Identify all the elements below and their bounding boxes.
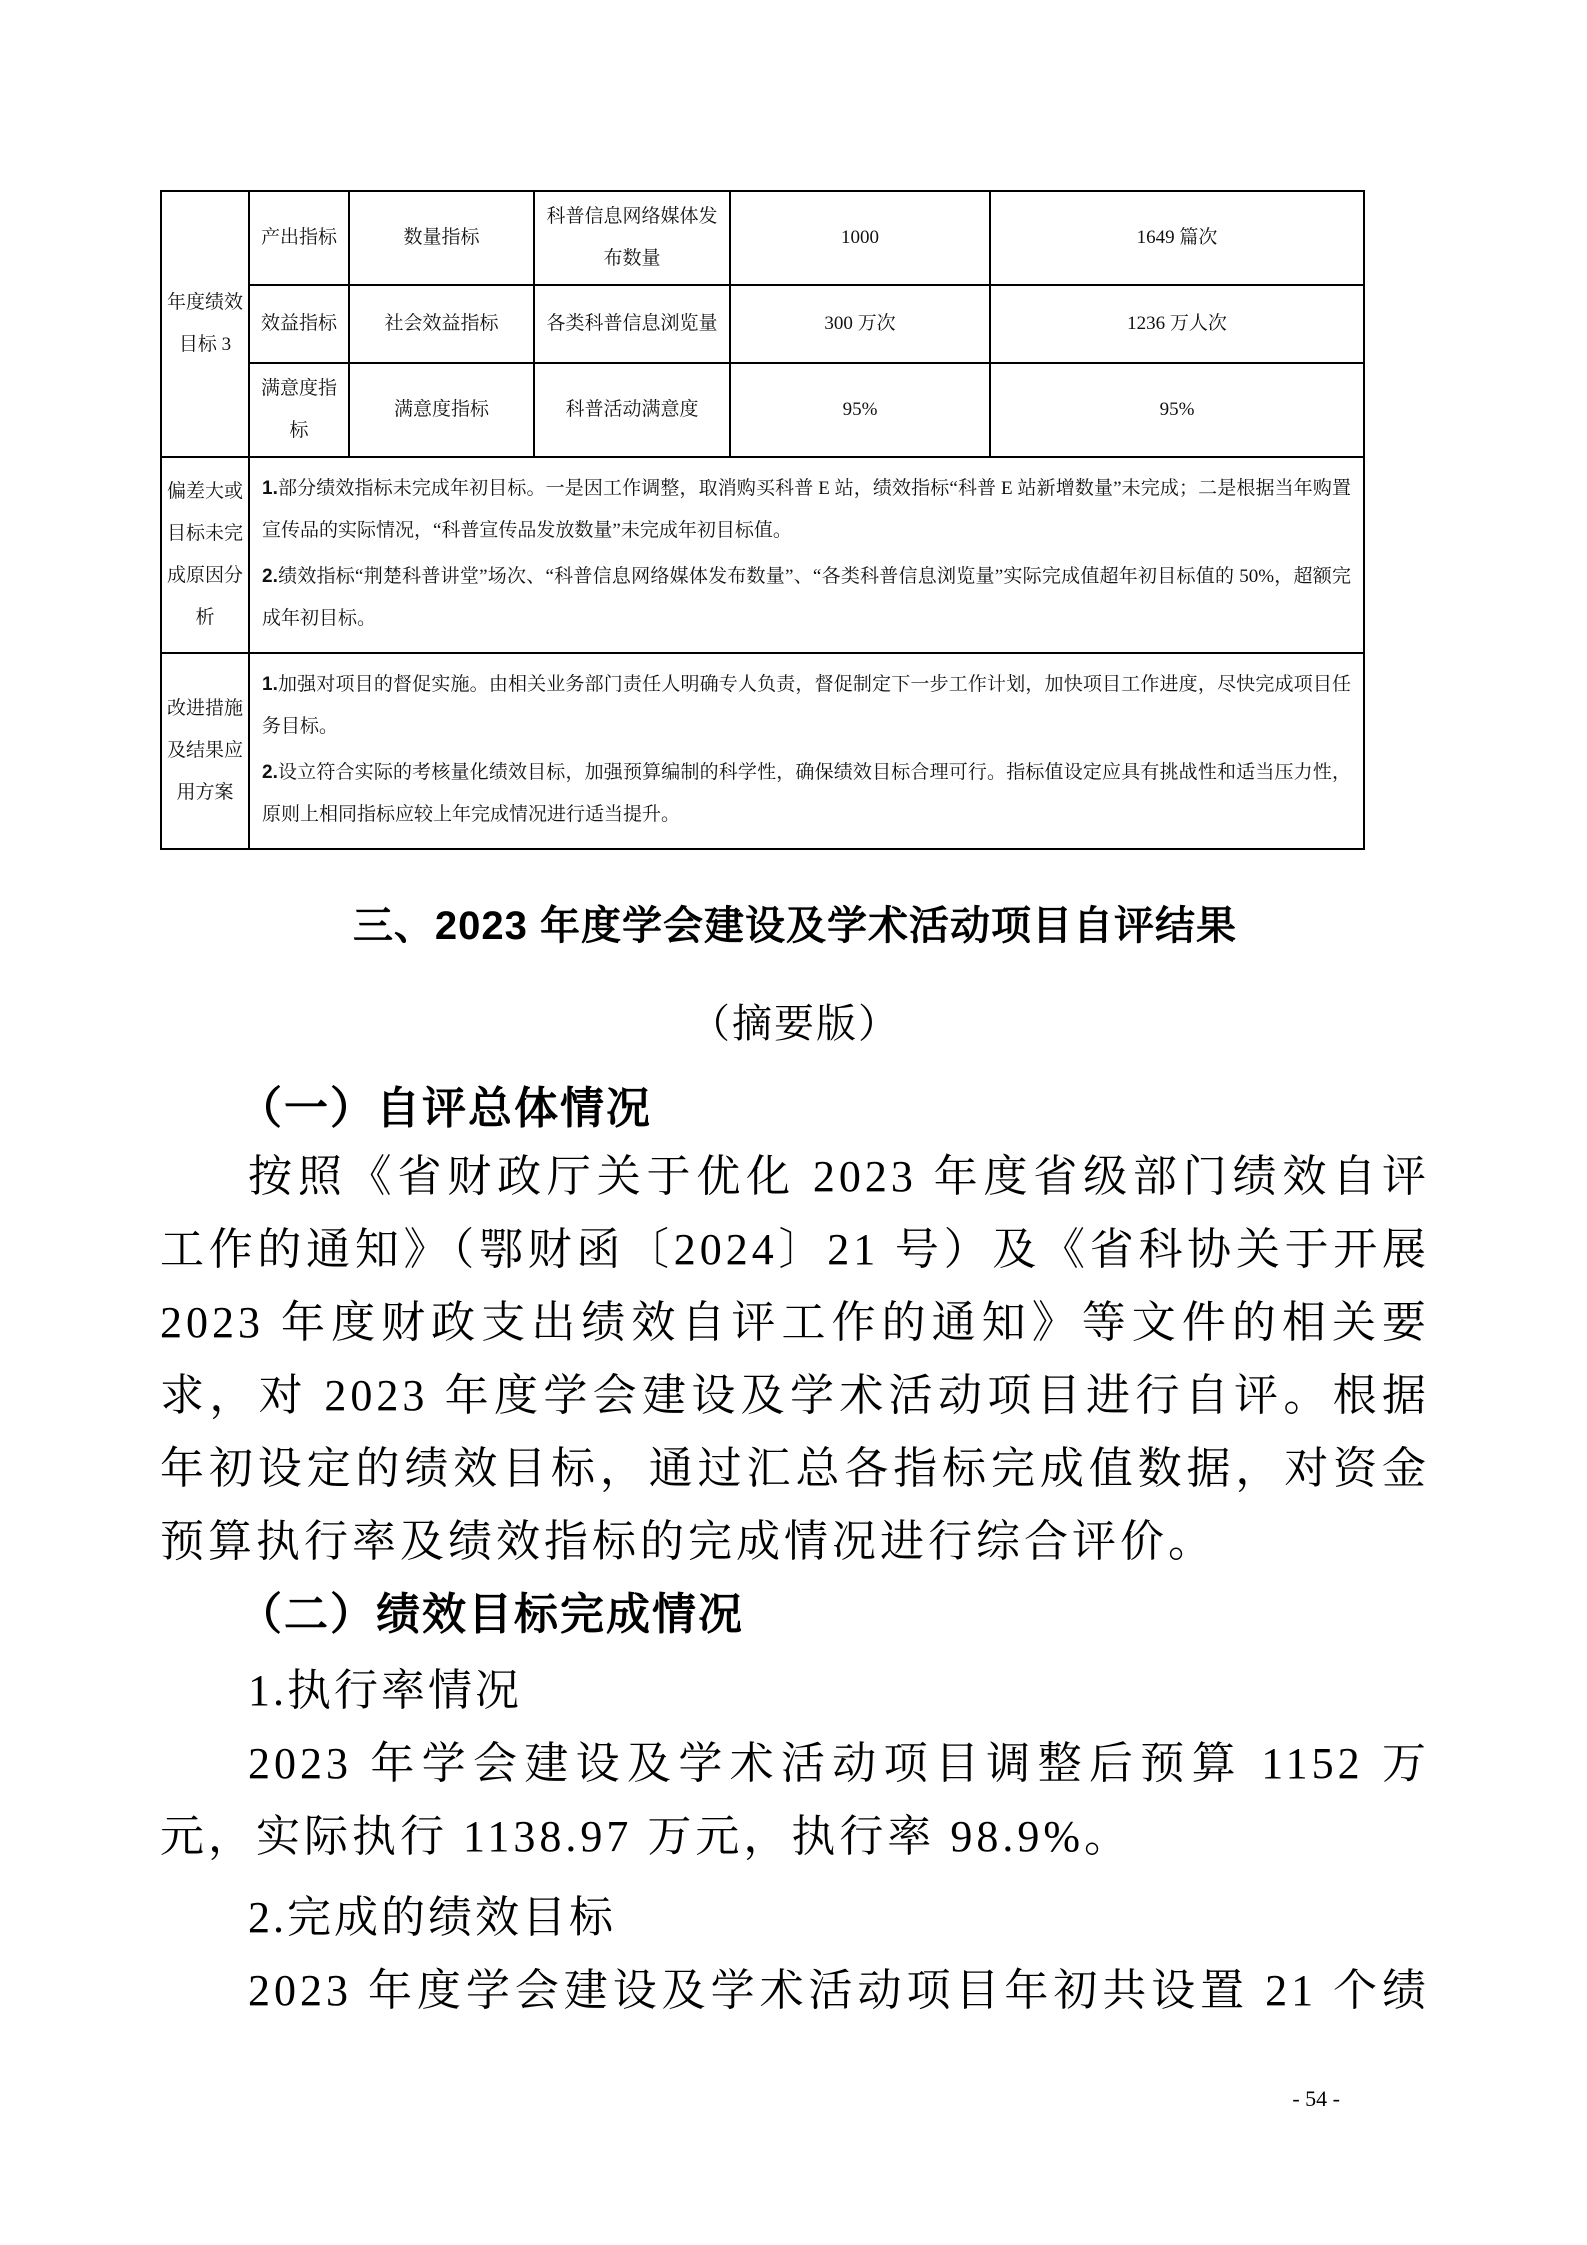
indicator-type-cell: 效益指标 <box>249 285 349 363</box>
improvement-item <box>262 752 1351 836</box>
indicator-type-cell: 满意度指标 <box>249 363 349 457</box>
indicator-actual-cell: 1649 篇次 <box>990 191 1364 285</box>
deviation-item <box>262 556 1351 640</box>
table-row <box>161 363 1364 457</box>
paragraph-overview: 按照《省财政厅关于优化 2023 年度省级部门绩效自评工作的通知》（鄂财函〔2024〕21 号）及《省科协关于开展 2023 年度财政支出绩效自评工作的通知》等文件的相关要求，对 2023 年度学会建设及学术活动项目进行自评。根据年初设定的绩效目标，通过汇总各指标完成值数据，对资金预算执行率及绩效指标的完成情况进行综合评价。 <box>160 1152 1430 1566</box>
improvement-item <box>262 664 1351 748</box>
paragraph-execution: 2023 年学会建设及学术活动项目调整后预算 1152 万元，实际执行 1138.97 万元，执行率 98.9%。 <box>160 1739 1430 1861</box>
section-subtitle: （摘要版） <box>690 1001 900 1046</box>
item-number: 2. <box>262 566 278 587</box>
goal-label-cell: 年度绩效 目标 3 <box>161 191 249 457</box>
indicator-target-cell: 300 万次 <box>730 285 990 363</box>
table-row <box>161 285 1364 363</box>
subsection-heading-2: （二）绩效目标完成情况 <box>238 1590 744 1639</box>
indicator-target-cell: 1000 <box>730 191 990 285</box>
indicator-name-cell: 科普活动满意度 <box>534 363 730 457</box>
item-number: 1. <box>262 674 278 695</box>
table-row-deviation <box>161 457 1364 653</box>
indicator-type-cell: 产出指标 <box>249 191 349 285</box>
indicator-name-cell: 各类科普信息浏览量 <box>534 285 730 363</box>
item-text: 绩效指标“荆楚科普讲堂”场次、“科普信息网络媒体发布数量”、“各类科普信息浏览量”实际完成值超年初目标值的 50%，超额完成年初目标。 <box>262 566 1351 629</box>
indicator-subtype-cell: 社会效益指标 <box>349 285 534 363</box>
indicator-subtype-cell: 满意度指标 <box>349 363 534 457</box>
subsection-heading-1: （一）自评总体情况 <box>238 1084 652 1133</box>
indicator-actual-cell: 95% <box>990 363 1364 457</box>
improvement-label-cell: 改进措施及结果应用方案 <box>161 653 249 849</box>
paragraph-goals: 2023 年度学会建设及学术活动项目年初共设置 21 个绩 <box>248 1966 1430 2015</box>
indicator-subtype-cell: 数量指标 <box>349 191 534 285</box>
table-row-improvement <box>161 653 1364 849</box>
item-number: 1. <box>262 478 278 499</box>
indicator-name-cell: 科普信息网络媒体发布数量 <box>534 191 730 285</box>
item-text: 加强对项目的督促实施。由相关业务部门责任人明确专人负责，督促制定下一步工作计划，加快项目工作进度，尽快完成项目任务目标。 <box>262 674 1351 737</box>
page-number: - 54 - <box>1292 2086 1340 2111</box>
indicator-actual-cell: 1236 万人次 <box>990 285 1364 363</box>
deviation-label-cell: 偏差大或目标未完成原因分析 <box>161 457 249 653</box>
improvement-content-cell <box>249 653 1364 849</box>
section-title: 三、2023 年度学会建设及学术活动项目自评结果 <box>352 904 1238 948</box>
item-heading-execution-rate: 1.执行率情况 <box>248 1666 522 1715</box>
item-text: 部分绩效指标未完成年初目标。一是因工作调整，取消购买科普 E 站，绩效指标“科普 E 站新增数量”未完成；二是根据当年购置宣传品的实际情况，“科普宣传品发放数量”未完成年初目标值。 <box>262 478 1351 541</box>
table-row <box>161 191 1364 285</box>
item-number: 2. <box>262 762 278 783</box>
item-heading-completed-goals: 2.完成的绩效目标 <box>248 1893 616 1942</box>
body-text-block <box>160 880 1430 2027</box>
item-text: 设立符合实际的考核量化绩效目标，加强预算编制的科学性，确保绩效目标合理可行。指标值设定应具有挑战性和适当压力性，原则上相同指标应较上年完成情况进行适当提升。 <box>262 762 1351 825</box>
deviation-item <box>262 468 1351 552</box>
indicator-target-cell: 95% <box>730 363 990 457</box>
performance-table <box>160 190 1365 850</box>
deviation-content-cell <box>249 457 1364 653</box>
